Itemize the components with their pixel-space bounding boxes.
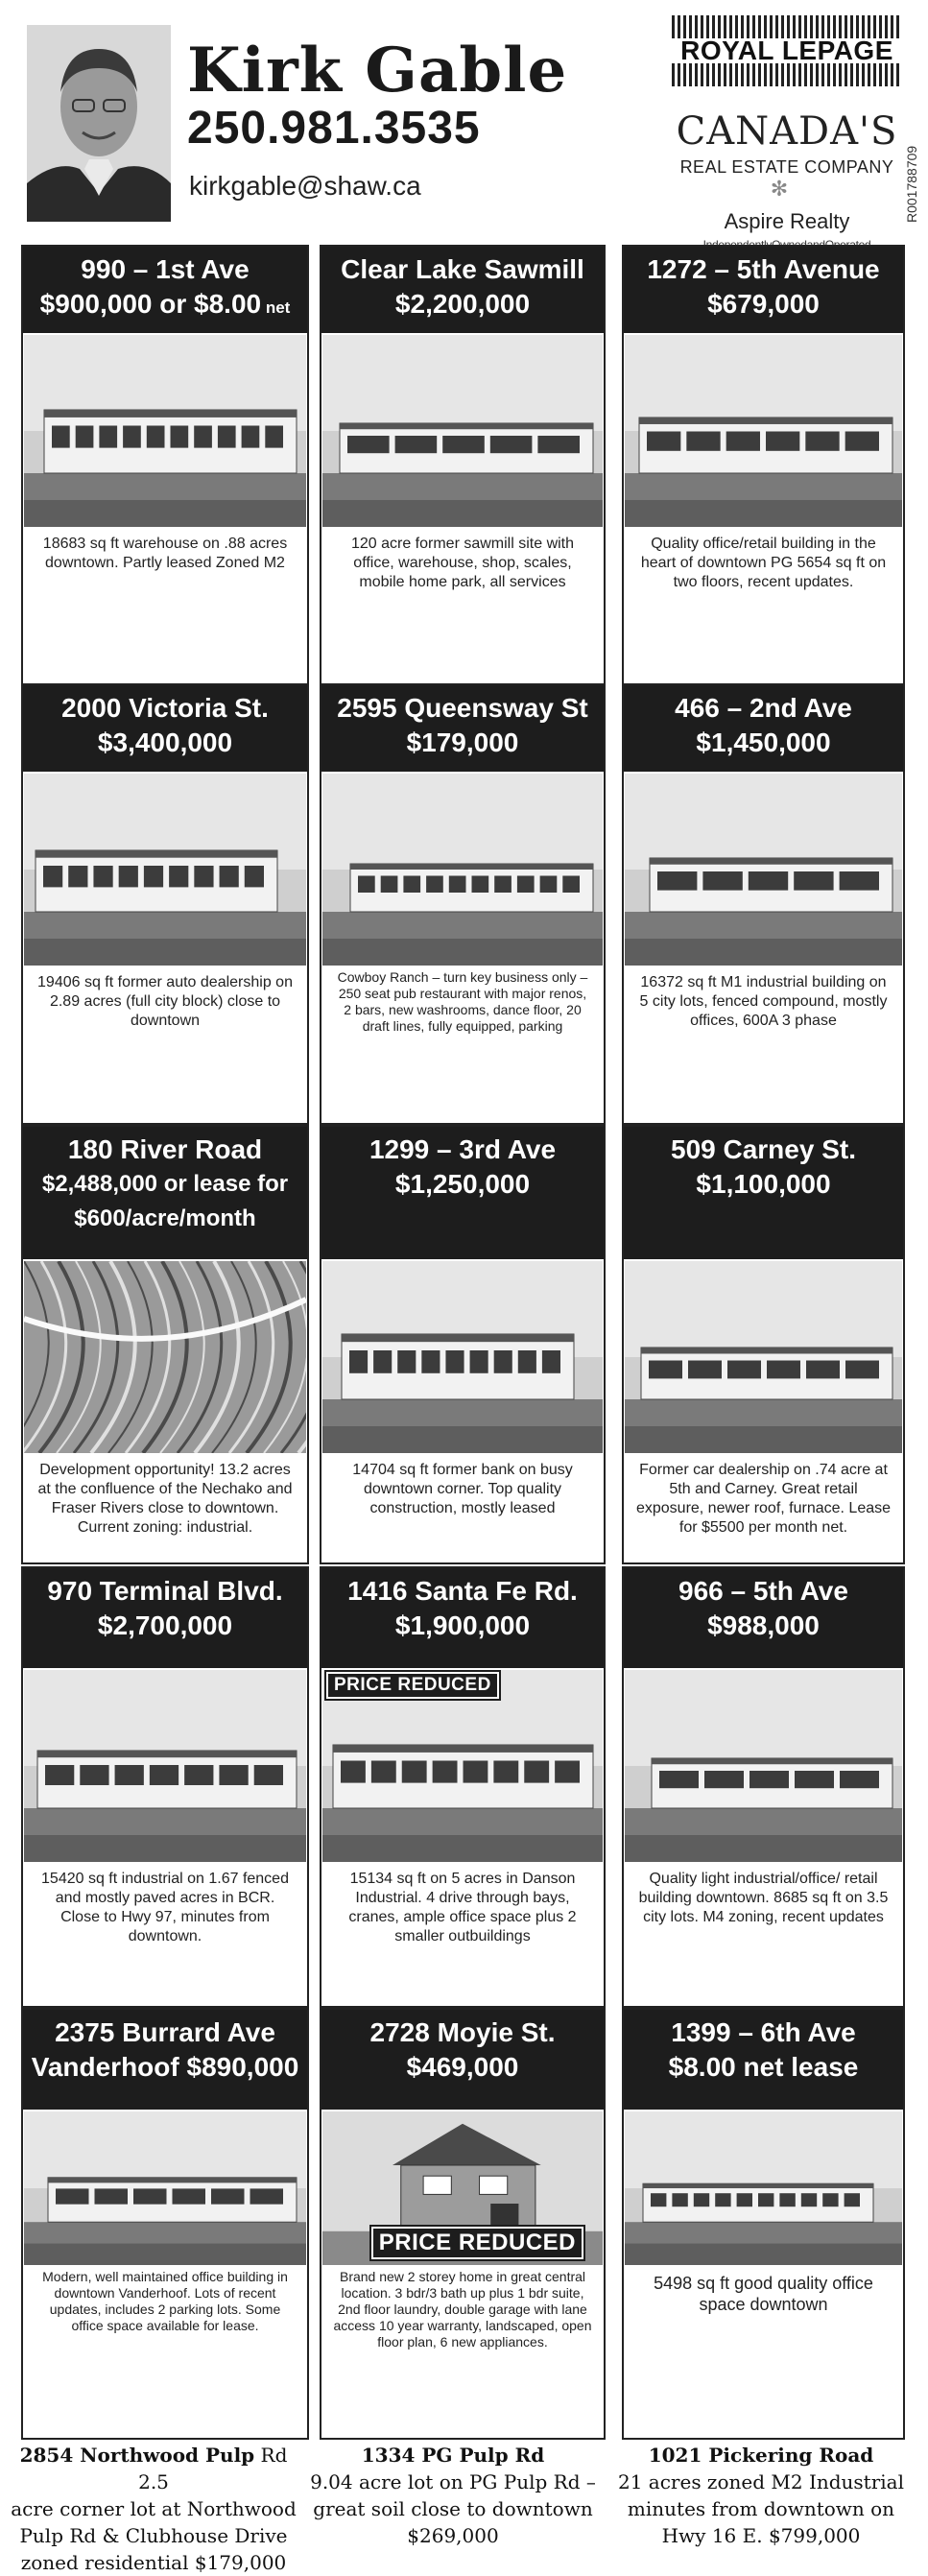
agent-email: kirkgable@shaw.ca — [189, 171, 421, 201]
listing-header — [321, 1127, 604, 1259]
listing-address: 466 – 2nd Ave — [675, 693, 852, 723]
listing-description: Quality office/retail building in the heart of downtown PG 5654 sq ft on two floors, recent updates. — [640, 536, 887, 590]
brand-name: ROYAL LEPAGE — [672, 38, 902, 63]
listing-address: 2595 Queensway St — [337, 693, 588, 723]
listing-price: $900,000 or $8.00 — [39, 289, 262, 319]
listing-card — [21, 683, 309, 1125]
lot-title: 1021 Pickering Road — [648, 2444, 874, 2467]
brand-logo — [672, 15, 912, 236]
listing-address: Clear Lake Sawmill — [341, 254, 584, 284]
listing-address: 509 Carney St. — [671, 1134, 856, 1164]
listing-description: 18683 sq ft warehouse on .88 acres downtown. Partly leased Zoned M2 — [42, 536, 288, 571]
listing-description: 15134 sq ft on 5 acres in Danson Industrial. 4 drive through bays, cranes, ample office space plus 2 smaller outbuildings — [348, 1871, 577, 1944]
agent-phone: 250.981.3535 — [187, 103, 481, 154]
listing-card — [622, 2008, 905, 2440]
lot-title-rest: Rd 2.5 — [138, 2444, 288, 2493]
listing-description: 14704 sq ft former bank on busy downtown corner. Top quality construction, mostly leased — [352, 1462, 573, 1516]
listing-header — [23, 2010, 307, 2110]
lot-detail-line: Hwy 16 E. $799,000 — [661, 2524, 861, 2547]
lot-listing — [10, 2442, 297, 2576]
listing-price: $2,700,000 — [97, 1610, 233, 1640]
price-reduced-badge: PRICE REDUCED — [326, 1672, 499, 1699]
lot-detail-line: Pulp Rd & Clubhouse Drive — [19, 2524, 288, 2547]
listing-card — [622, 245, 905, 686]
listing-photo — [24, 1670, 306, 1862]
listing-photo — [625, 1261, 902, 1453]
lot-line-1 — [10, 2442, 297, 2495]
listing-description: Brand new 2 storey home in great central location. 3 bdr/3 bath up plus 1 bdr suite, 2nd floor laundry, double garage with lane access 10 year warranty, landscaped, open floor plan, 6 new appliances. — [333, 2269, 592, 2349]
listing-photo — [625, 1670, 902, 1862]
listing-header — [23, 1127, 307, 1259]
listing-address: 1299 – 3rd Ave — [369, 1134, 557, 1164]
listing-description: Quality light industrial/office/ retail building downtown. 8685 sq ft on 3.5 city lots. M4 zoning, recent updates — [638, 1871, 889, 1925]
maple-leaf-icon: ✻ — [770, 177, 789, 201]
listing-photo — [24, 2111, 306, 2265]
listing-address: 2000 Victoria St. — [61, 693, 269, 723]
listing-photo — [24, 1261, 306, 1453]
listing-price-suffix: net — [261, 298, 291, 317]
listing-description: 16372 sq ft M1 industrial building on 5 city lots, fenced compound, mostly offices, 600A 3 phase — [639, 974, 888, 1029]
listing-header — [624, 247, 903, 333]
brand-company: REAL ESTATE COMPANY — [679, 157, 894, 177]
header — [0, 0, 928, 240]
listing-card — [320, 683, 606, 1125]
agent-name: Kirk Gable — [187, 35, 568, 107]
lot-listing — [309, 2442, 597, 2549]
listing-card — [21, 1566, 309, 2008]
lot-title: 2854 Northwood Pulp — [19, 2444, 255, 2467]
listing-card — [21, 1125, 309, 1564]
lot-listing — [612, 2442, 910, 2549]
listing-photo — [322, 2111, 603, 2265]
listing-price: $1,250,000 — [394, 1169, 531, 1199]
listing-price: $179,000 — [406, 727, 519, 757]
listing-header — [23, 685, 307, 772]
lot-detail-line: acre corner lot at Northwood — [11, 2497, 297, 2520]
listing-header — [321, 247, 604, 333]
listing-header — [624, 685, 903, 772]
listing-description: Modern, well maintained office building in downtown Vanderhoof. Lots of recent updates, includes 2 parking lots. Some office space available for lease. — [42, 2269, 288, 2333]
lot-title: 1334 PG Pulp Rd — [361, 2444, 545, 2467]
brand-office: Aspire Realty — [724, 209, 850, 233]
listing-photo — [625, 2111, 902, 2265]
listing-card — [21, 2008, 309, 2440]
brand-canada: CANADA'S — [676, 109, 898, 154]
lot-detail-line: zoned residential $179,000 — [20, 2551, 287, 2574]
listing-card — [320, 1566, 606, 2008]
listing-header — [321, 1568, 604, 1668]
listing-price: $679,000 — [707, 289, 820, 319]
lot-detail-line: great soil close to downtown — [313, 2497, 593, 2520]
listing-description: Development opportunity! 13.2 acres at the confluence of the Nechako and Fraser Rivers close to downtown. Current zoning: industrial. — [37, 1462, 293, 1536]
listing-description: Former car dealership on .74 acre at 5th and Carney. Great retail exposure, newer roof, furnace. Lease for $5500 per month net. — [635, 1462, 892, 1536]
listing-header — [624, 1568, 903, 1668]
listing-address: 966 – 5th Ave — [678, 1576, 848, 1606]
listing-header — [321, 685, 604, 772]
lot-detail-line: $269,000 — [407, 2524, 499, 2547]
listing-description: Cowboy Ranch – turn key business only – 250 seat pub restaurant with major renos, 2 bars, new washrooms, dance floor, 20 draft lines, fully equipped, parking — [337, 969, 588, 1034]
listing-price: $1,900,000 — [394, 1610, 531, 1640]
listing-price: $2,488,000 or lease for $600/acre/month — [41, 1171, 289, 1231]
listing-address: 180 River Road — [67, 1134, 263, 1164]
listing-card — [320, 2008, 606, 2440]
listing-photo — [322, 774, 603, 966]
listing-photo — [625, 335, 902, 527]
listing-header — [624, 1127, 903, 1259]
listing-card — [320, 245, 606, 686]
listing-description: 5498 sq ft good quality office space downtown — [654, 2274, 873, 2314]
listing-card — [21, 245, 309, 686]
listing-photo — [24, 335, 306, 527]
listing-description: 120 acre former sawmill site with office, warehouse, shop, scales, mobile home park, all services — [350, 536, 575, 590]
listing-address: 2728 Moyie St. — [369, 2017, 556, 2047]
listing-price: $1,450,000 — [696, 727, 831, 757]
listing-price: Vanderhoof $890,000 — [31, 2052, 299, 2082]
lot-detail-line: 9.04 acre lot on PG Pulp Rd – — [310, 2470, 596, 2493]
listing-price: $988,000 — [707, 1610, 820, 1640]
listing-photo — [24, 774, 306, 966]
listing-price: $3,400,000 — [97, 727, 233, 757]
agent-portrait-icon — [27, 25, 171, 222]
lot-detail-line: minutes from downtown on — [627, 2497, 895, 2520]
listing-address: 990 – 1st Ave — [81, 254, 250, 284]
listing-price-line — [23, 287, 307, 325]
listing-address: 1272 – 5th Avenue — [647, 254, 880, 284]
listing-card — [320, 1125, 606, 1564]
price-reduced-badge: PRICE REDUCED — [371, 2227, 583, 2259]
license-number: R001788709 — [904, 145, 919, 223]
listing-card — [622, 1125, 905, 1564]
listing-header — [321, 2010, 604, 2110]
listing-photo — [322, 1261, 603, 1453]
listing-card — [622, 1566, 905, 2008]
listing-price: $469,000 — [406, 2052, 519, 2082]
listing-description: 19406 sq ft former auto dealership on 2.89 acres (full city block) close to downtown — [37, 974, 293, 1029]
listing-description: 15420 sq ft industrial on 1.67 fenced and mostly paved acres in BCR. Close to Hwy 97, minutes from downtown. — [41, 1871, 289, 1944]
listing-header — [23, 247, 307, 333]
lot-line-1 — [612, 2442, 910, 2469]
listing-card — [622, 683, 905, 1125]
listing-address: 1416 Santa Fe Rd. — [347, 1576, 578, 1606]
lot-detail-line: 21 acres zoned M2 Industrial — [617, 2470, 904, 2493]
listing-header — [624, 2010, 903, 2110]
listing-price: $2,200,000 — [394, 289, 531, 319]
listing-photo — [322, 335, 603, 527]
listing-photo — [322, 1670, 603, 1862]
listing-photo — [625, 774, 902, 966]
listing-address: 2375 Burrard Ave — [55, 2017, 275, 2047]
lot-line-1 — [309, 2442, 597, 2469]
listing-address: 1399 – 6th Ave — [671, 2017, 856, 2047]
listing-price: $1,100,000 — [696, 1169, 831, 1199]
listing-header — [23, 1568, 307, 1668]
listing-price: $8.00 net lease — [668, 2052, 859, 2082]
listing-address: 970 Terminal Blvd. — [47, 1576, 283, 1606]
